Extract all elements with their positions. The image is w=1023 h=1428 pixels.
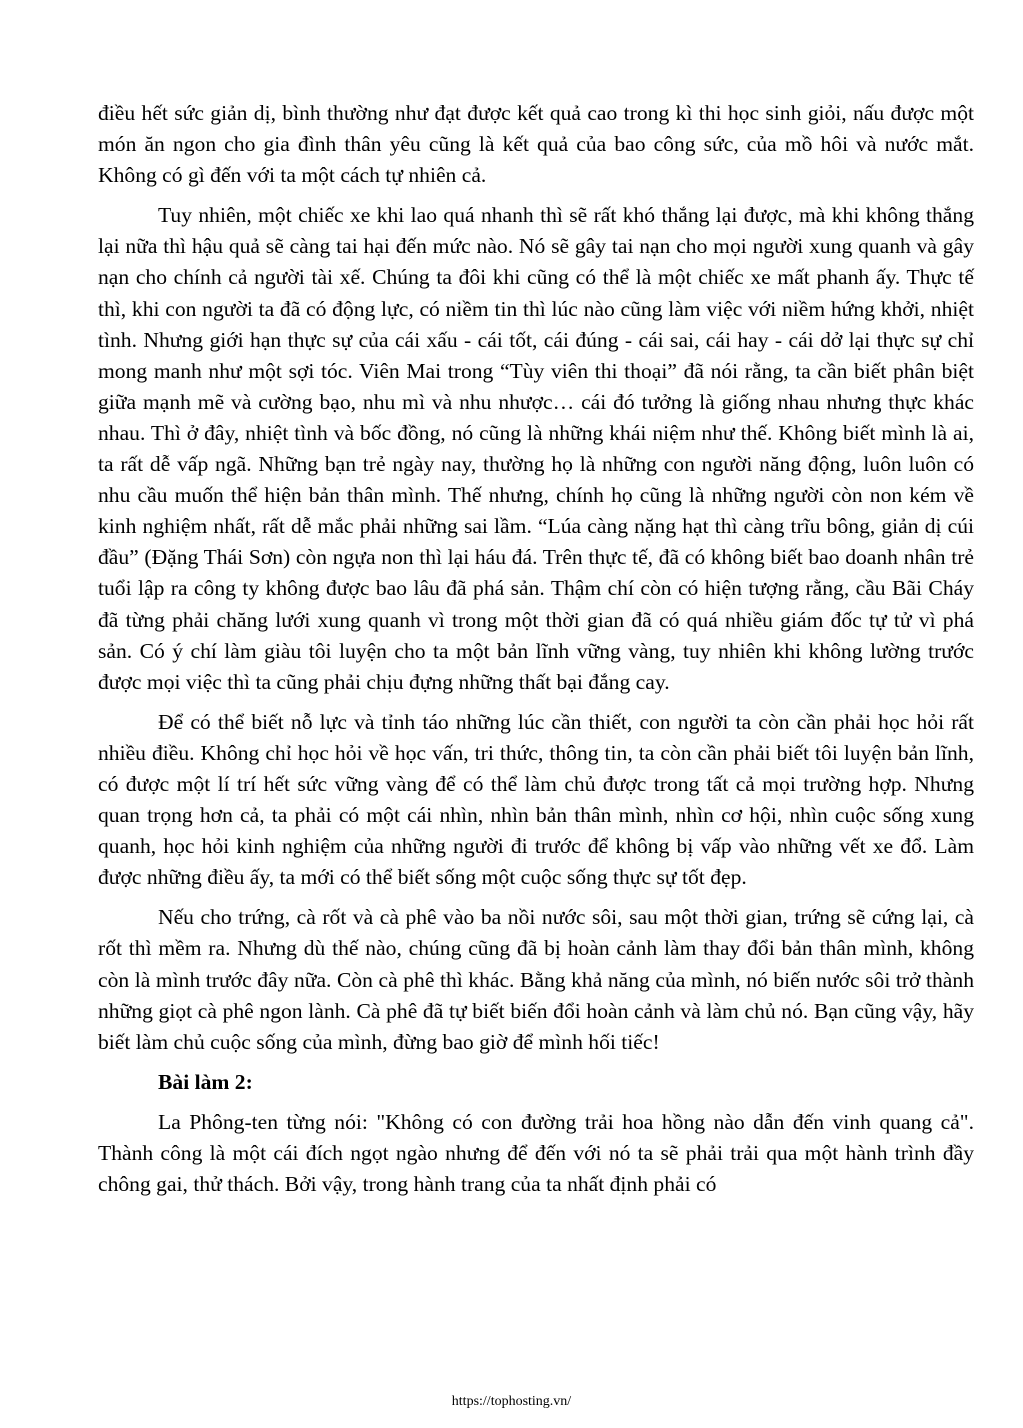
footer-url[interactable]: https://tophosting.vn/ — [451, 1394, 572, 1409]
paragraph-runaway-car: Tuy nhiên, một chiếc xe khi lao quá nhanh thì sẽ rất khó thắng lại được, mà khi không thắng lại nữa thì hậu quả sẽ càng tai hại đến mức nào. Nó sẽ gây tai nạn cho mọi người xung quanh và gây nạn cho chính cả người tài xế. Chúng ta đôi khi cũng có thể là một chiếc xe mất phanh ấy. Thực tế thì, khi con người ta đã có động lực, có niềm tin thì lúc nào cũng làm việc với niềm hứng khởi, nhiệt tình. Nhưng giới hạn thực sự của cái xấu - cái tốt, cái đúng - cái sai, cái hay - cái dở lại thực sự chỉ mong manh như một sợi tóc. Viên Mai trong “Tùy viên thi thoại” đã nói rằng, ta cần biết phân biệt giữa mạnh mẽ và cường bạo, nhu mì và nhu nhược… cái đó tưởng là giống nhau nhưng thực khác nhau. Thì ở đây, nhiệt tình và bốc đồng, nó cũng là những khái niệm như thế. Không biết mình là ai, ta rất dễ vấp ngã. Những bạn trẻ ngày nay, thường họ là những con người năng động, luôn luôn có nhu cầu muốn thể hiện bản thân mình. Thế nhưng, chính họ cũng là những người còn non kém về kinh nghiệm nhất, rất dễ mắc phải những sai lầm. “Lúa càng nặng hạt thì càng trĩu bông, giản dị cúi đầu” (Đặng Thái Sơn) còn ngựa non thì lại háu đá. Trên thực tế, đã có không biết bao doanh nhân trẻ tuổi lập ra công ty không được bao lâu đã phá sản. Thậm chí còn có hiện tượng rằng, cầu Bãi Cháy đã từng phải chăng lưới xung quanh vì trong một thời gian đã có quá nhiều giám đốc tự tử vì phá sản. Có ý chí làm giàu tôi luyện cho ta một bản lĩnh vững vàng, tuy nhiên khi không lường trước được mọi việc thì ta cũng phải chịu đựng những thất bại đắng cay. — [98, 203, 974, 694]
section-heading: Bài làm 2: — [158, 1069, 253, 1094]
paragraph-section-intro: La Phông-ten từng nói: "Không có con đường trải hoa hồng nào dẫn đến vinh quang cả". Thành công là một cái đích ngọt ngào nhưng để đến với nó ta sẽ phải trải qua một hành trình đầy chông gai, thử thách. Bởi vậy, trong hành trang của ta nhất định phải có — [98, 1109, 974, 1197]
paragraph-learning: Để có thể biết nỗ lực và tỉnh táo những lúc cần thiết, con người ta còn cần phải học hỏi rất nhiều điều. Không chỉ học hỏi về học vấn, tri thức, thông tin, ta còn cần phải biết tôi luyện bản lĩnh, có được một lí trí hết sức vững vàng để có thể làm chủ được trong tất cả mọi trường hợp. Nhưng quan trọng hơn cả, ta phải có một cái nhìn, nhìn bản thân mình, nhìn cơ hội, nhìn cuộc sống xung quanh, học hỏi kinh nghiệm của những người đi trước để không bị vấp vào những vết xe đổ. Làm được những điều ấy, ta mới có thể biết sống một cuộc sống thực sự tốt đẹp. — [98, 709, 974, 890]
paragraph-coffee: Nếu cho trứng, cà rốt và cà phê vào ba nồi nước sôi, sau một thời gian, trứng sẽ cứng lại, cà rốt thì mềm ra. Nhưng dù thế nào, chúng cũng đã bị hoàn cảnh làm thay đổi bản thân mình, không còn là mình trước đây nữa. Còn cà phê thì khác. Bằng khả năng của mình, nó biến nước sôi trở thành những giọt cà phê ngon lành. Cà phê đã tự biết biến đổi hoàn cảnh và làm chủ nó. Bạn cũng vậy, hãy biết làm chủ cuộc sống của mình, đừng bao giờ để mình hối tiếc! — [98, 905, 974, 1054]
paragraph-continuation: điều hết sức giản dị, bình thường như đạt được kết quả cao trong kì thi học sinh giỏi, nấu được một món ăn ngon cho gia đình thân yêu cũng là kết quả của bao công sức, của mồ hôi và nước mắt. Không có gì đến với ta một cách tự nhiên cả. — [98, 101, 974, 188]
document-body — [98, 98, 974, 1209]
